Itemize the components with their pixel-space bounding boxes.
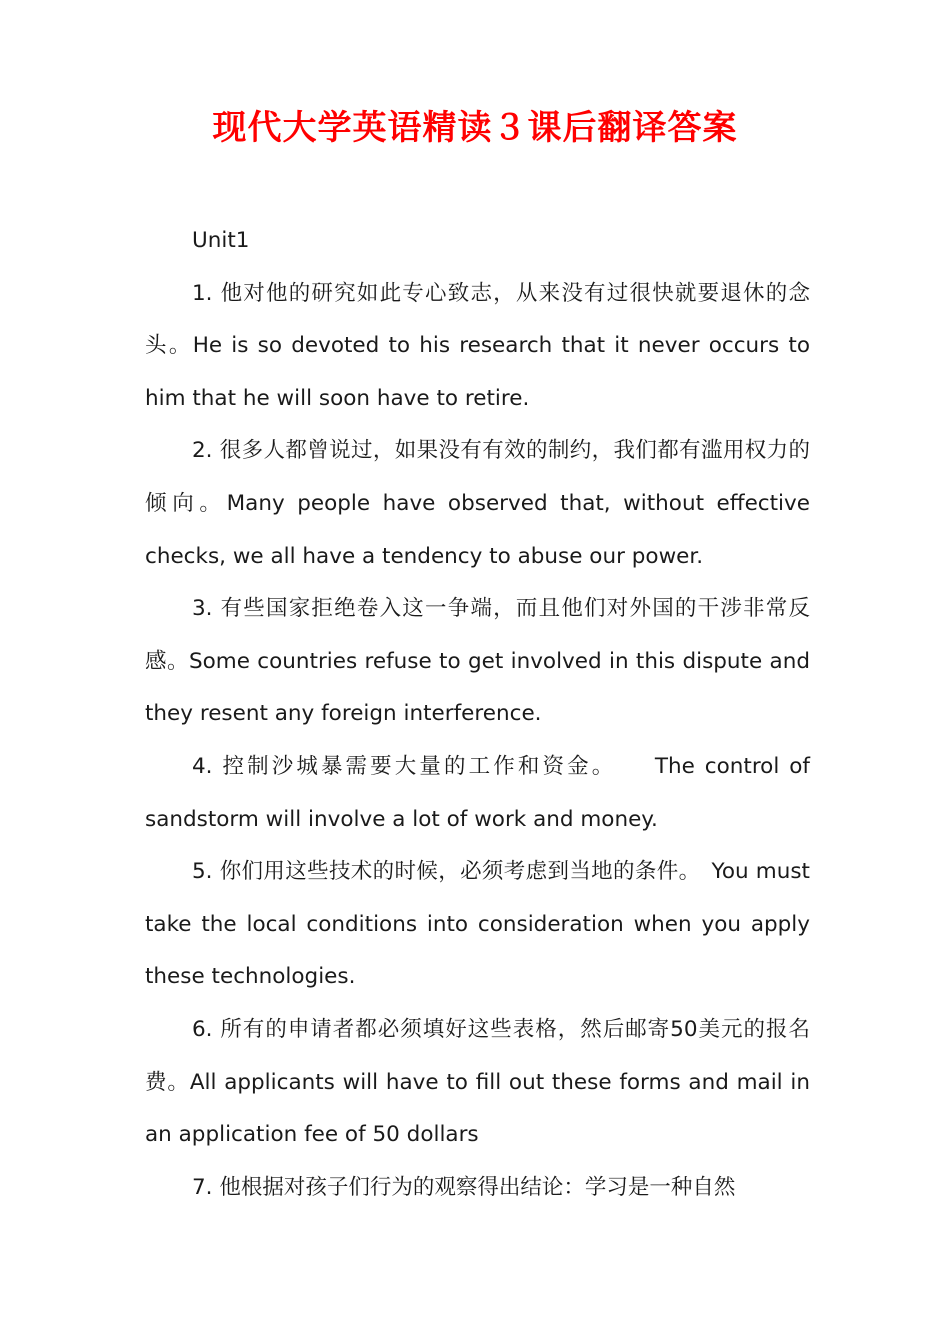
unit-heading: Unit1 <box>192 228 250 253</box>
translation-item: 6. 所有的申请者都必须填好这些表格，然后邮寄50美元的报名费。All applicants will have to fill out these forms and mail in an application fee of 50 dollars <box>145 1016 810 1148</box>
translation-item: 2. 很多人都曾说过，如果没有有效的制约，我们都有滥用权力的倾向。Many people have observed that, without effective checks, we all have a tendency to abuse our power. <box>145 438 810 569</box>
translation-item: 5. 你们用这些技术的时候，必须考虑到当地的条件。 You must take the local conditions into consideration when you apply these technologies. <box>145 859 810 990</box>
translation-item: 1. 他对他的研究如此专心致志，从来没有过很快就要退休的念头。He is so devoted to his research that it never occurs to him that he will soon have to retire. <box>145 280 810 411</box>
document-body <box>145 215 810 1214</box>
translation-item: 3. 有些国家拒绝卷入这一争端，而且他们对外国的干涉非常反感。Some countries refuse to get involved in this dispute and they resent any foreign interference. <box>145 596 810 727</box>
translation-item: 4. 控制沙城暴需要大量的工作和资金。 The control of sandstorm will involve a lot of work and money. <box>145 753 810 832</box>
translation-item: 7. 他根据对孩子们行为的观察得出结论：学习是一种自然 <box>192 1174 736 1200</box>
document-title: 现代大学英语精读３课后翻译答案 <box>212 108 738 148</box>
